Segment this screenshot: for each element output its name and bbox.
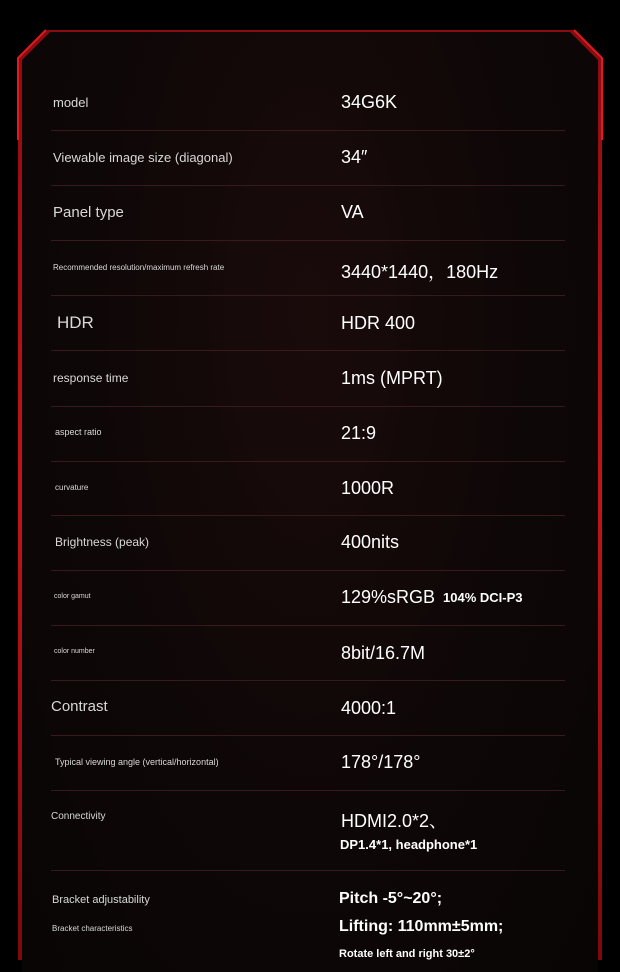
spec-label: Recommended resolution/maximum refresh rate <box>53 263 225 272</box>
spec-value: VA <box>341 202 364 222</box>
spec-label: Panel type <box>53 204 124 221</box>
spec-row-panel-type <box>51 185 565 241</box>
spec-value: HDR 400 <box>341 313 416 333</box>
spec-row-bracket <box>51 870 565 960</box>
spec-value: 8bit/16.7M <box>341 643 426 663</box>
spec-value: HDMI2.0*2、 <box>341 811 448 831</box>
spec-value: 129%sRGB <box>341 587 436 607</box>
spec-value: 34″ <box>341 147 368 167</box>
spec-label: Viewable image size (diagonal) <box>53 150 233 165</box>
spec-row-color-number <box>51 625 565 681</box>
spec-value-line2: DP1.4*1, headphone*1 <box>340 837 478 852</box>
spec-value: 400nits <box>341 532 400 552</box>
spec-label: Typical viewing angle (vertical/horizontal) <box>55 757 219 767</box>
spec-row-resolution <box>51 240 565 296</box>
spec-value: 21:9 <box>341 423 377 443</box>
spec-row-size <box>51 130 565 186</box>
spec-row-response-time <box>51 350 565 407</box>
spec-value: Pitch -5°~20°; <box>339 890 443 907</box>
spec-value-line3: Rotate left and right 30±2° <box>339 948 475 960</box>
spec-label: curvature <box>55 483 89 492</box>
spec-label: response time <box>53 371 129 385</box>
spec-value: 4000:1 <box>341 698 397 718</box>
spec-label-secondary: Bracket characteristics <box>52 924 133 933</box>
spec-value: 178°/178° <box>341 752 421 772</box>
spec-row-hdr <box>51 295 565 351</box>
spec-row-contrast <box>51 680 565 736</box>
spec-label: Brightness (peak) <box>55 535 150 549</box>
spec-value: 1ms (MPRT) <box>341 368 443 388</box>
spec-label: Bracket adjustability <box>52 894 150 906</box>
spec-label: model <box>53 95 89 110</box>
spec-label: color gamut <box>54 593 91 600</box>
spec-row-brightness <box>51 515 565 571</box>
spec-value: 3440*1440，180Hz <box>341 262 499 282</box>
spec-row-viewing-angle <box>51 735 565 791</box>
spec-value: 1000R <box>341 478 395 498</box>
spec-value: 34G6K <box>341 92 398 112</box>
spec-row-aspect-ratio <box>51 406 565 462</box>
spec-value-secondary: 104% DCI-P3 <box>443 590 523 605</box>
spec-value-line2: Lifting: 110mm±5mm; <box>339 918 504 935</box>
spec-label: HDR <box>57 313 94 332</box>
spec-row-model <box>51 76 565 131</box>
spec-label: Connectivity <box>51 811 106 822</box>
spec-row-connectivity <box>51 790 565 871</box>
spec-row-color-gamut <box>51 570 565 626</box>
spec-row-curvature <box>51 461 565 516</box>
spec-label: color number <box>54 648 95 655</box>
spec-label: aspect ratio <box>55 427 102 437</box>
spec-label: Contrast <box>51 698 108 715</box>
